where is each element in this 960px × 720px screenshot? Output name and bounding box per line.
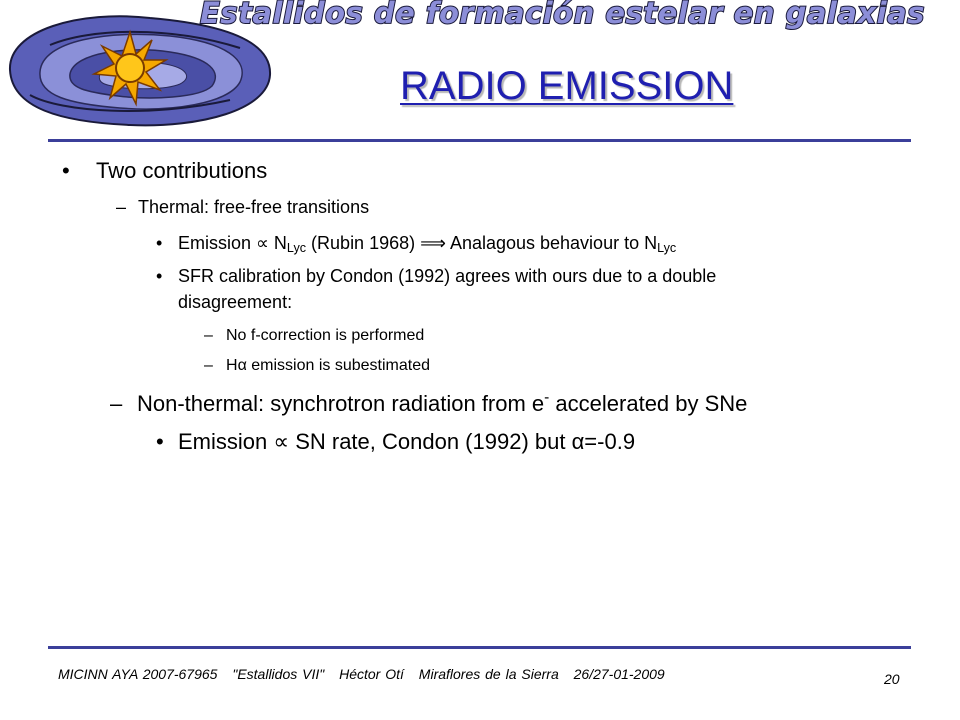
n-symbol: N — [644, 233, 658, 253]
bullet-non-thermal — [137, 388, 748, 417]
bullet-dash-icon: – — [204, 357, 213, 374]
text-emission: Emission — [178, 233, 257, 253]
bullet-dot-icon: • — [156, 233, 163, 253]
bullet-sfr-calibration-cont: disagreement: — [178, 292, 293, 312]
lyc-subscript: Lyc — [657, 241, 677, 256]
text-analagous: Analagous behaviour to — [445, 233, 645, 253]
footer-project: MICINN AYA 2007-67965 — [58, 666, 218, 682]
h-symbol: H — [226, 357, 238, 374]
text-sn-rate: SN rate, Condon (1992) but — [289, 429, 572, 454]
text-accelerated: accelerated by SNe — [549, 391, 748, 416]
bottom-divider — [48, 646, 911, 649]
top-divider — [48, 139, 911, 142]
bullet-dot-icon: • — [156, 266, 163, 286]
footer-place: Miraflores de la Sierra — [418, 666, 559, 682]
bullet-dash-icon: – — [110, 391, 123, 416]
alpha-symbol: α — [237, 357, 247, 374]
n-symbol: N — [273, 233, 287, 253]
text-emission: Emission — [178, 429, 274, 454]
bullet-dot-icon: • — [156, 429, 164, 454]
proportional-symbol: ∝ — [256, 233, 269, 253]
banner-title: Estallidos de formación estelar en galaxias — [200, 0, 925, 30]
bullet-sfr-calibration: SFR calibration by Condon (1992) agrees with ours due to a double — [178, 266, 717, 286]
text-alpha-value: =-0.9 — [584, 429, 636, 454]
implies-symbol: ⟹ — [420, 233, 446, 253]
text-rubin: (Rubin 1968) — [306, 233, 421, 253]
footer-dates: 26/27-01-2009 — [573, 666, 665, 682]
electron-superscript: - — [544, 388, 550, 406]
bullet-halpha-subestimated — [226, 357, 430, 375]
lyc-subscript: Lyc — [286, 241, 307, 256]
text-emission-subestimated: emission is subestimated — [246, 357, 430, 374]
bullet-dot-icon: • — [62, 158, 70, 183]
footer-meeting: "Estallidos VII" — [232, 666, 325, 682]
page-number: 20 — [884, 671, 900, 687]
bullet-two-contributions: Two contributions — [96, 158, 268, 183]
bullet-dash-icon: – — [116, 197, 127, 217]
slide-title: RADIO EMISSION — [400, 64, 734, 108]
bullet-emission-nlyc — [178, 233, 676, 255]
bullet-dash-icon: – — [204, 327, 213, 344]
bullet-no-f-correction: No f-correction is performed — [226, 327, 425, 344]
proportional-symbol: ∝ — [273, 429, 290, 454]
footer — [58, 666, 675, 682]
alpha-symbol: α — [571, 429, 585, 454]
bullet-thermal: Thermal: free-free transitions — [138, 197, 370, 217]
text-non-thermal: Non-thermal: synchrotron radiation from e — [137, 391, 545, 416]
bullet-emission-sn-rate — [178, 429, 635, 455]
footer-author: Héctor Otí — [339, 666, 404, 682]
